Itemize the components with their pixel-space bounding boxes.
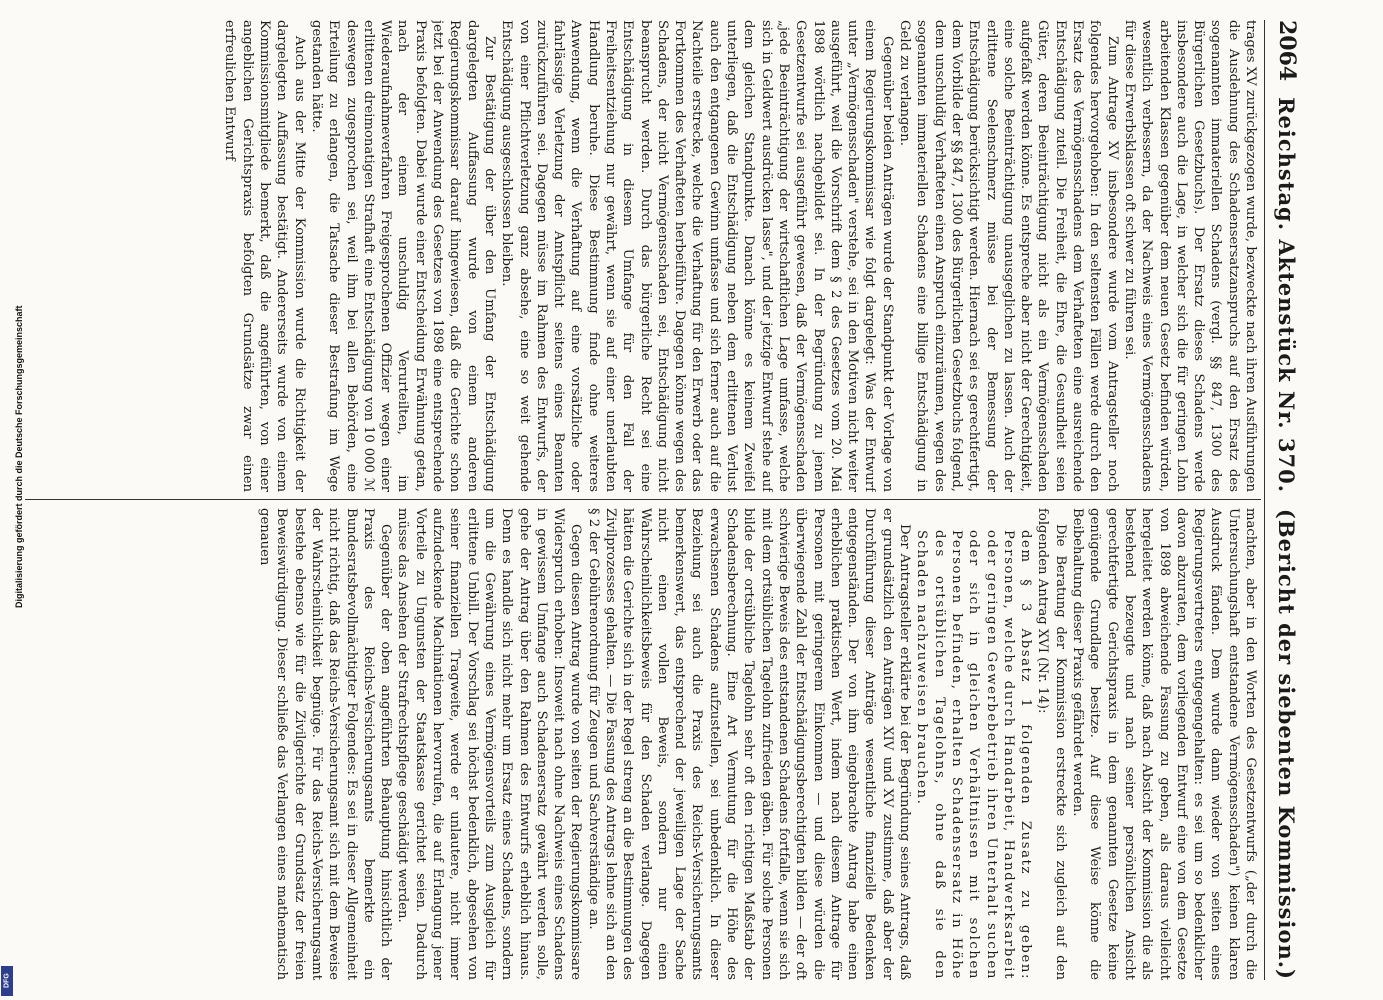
right-column	[29, 508, 1259, 980]
paragraph: Gegenüber der oben angeführten Behauptung hinsichtlich der Praxis des Reichs-Versicherungsamts bemerkte ein Bundesratsbevollmächtigter Folgendes: Es sei in dieser Allgemeinheit nicht richtig, daß das Reichs-Versicherungsamt sich mit dem Beweise der Wahrscheinlichkeit begnüge. Für das Reichs-Versicherungsamt bestehe ebenso wie für die Zivilgerichte der Grundsatz der freien Beweiswürdigung. Dieser schließe das Verlangen eines mathematisch genauen	[257, 508, 394, 980]
page-header	[1269, 20, 1305, 980]
header-rule	[1264, 20, 1265, 980]
paragraph: Der Antragsteller erklärte bei der Begründung seines Antrags, daß er grundsätzlich den Anträgen XIV und XV zustimme, daß aber der Durchführung dieser Anträge wesentliche finanzielle Bedenken entgegenständen. Der von ihm eingebrachte Antrag habe einen erheblichen praktischen Wert, indem nach diesem Antrage für Personen mit geringerem Einkommen — und diese würden die überwiegende Zahl der Entschädigungsberechtigten bilden — der oft schwierige Beweis des entstandenen Schadens fortfalle, wenn sie sich mit dem ortsüblichen Tagelohn zufrieden gäben. Für solche Personen bilde der ortsübliche Tagelohn sehr oft den richtigen Maßstab der Schadensberechnung. Eine Art Vermutung für die Höhe des erwachsenen Schadens aufzustellen, sei unbedenklich. In dieser Beziehung sei auch die Praxis des Reichs-Versicherungsamts bemerkenswert, das entsprechend der jeweiligen Lage der Sache nicht einen vollen Beweis, sondern nur einen Wahrscheinlichkeitsbeweis für den Schaden verlange. Dagegen hätten die Gerichte sich in der Regel streng an die Bestimmungen des Zivilprozesses gehalten. — Die Fassung des Antrags lehne sich an den § 2 der Gebührenordnung für Zeugen und Sachverständige an.	[585, 508, 913, 980]
page-title: Reichstag. Aktenstück Nr. 370.	[1274, 97, 1300, 494]
paragraph: Zum Antrage XV insbesondere wurde vom Antragsteller noch folgendes hervorgehoben: In den seltensten Fällen werde durch den Ersatz des Vermögensschadens dem Verhafteten eine ausreichende Entschädigung zuteil. Die Freiheit, die Ehre, die Gesundheit seien Güter, deren Beeinträchtigung nicht als ein Vermögensschaden aufgefaßt werden könne. Es entspreche aber nicht der Gerechtigkeit, eine solche Beeinträchtigung unausgeglichen zu lassen. Auch der erlittene Seelenschmerz müsse bei der Bemessung der Entschädigung berücksichtigt werden. Hiernach sei es gerechtfertigt, dem Vorbilde der §§ 847, 1300 des Bürgerlichen Gesetzbuchs folgend, dem unschuldig Verhafteten einen Anspruch einzuräumen, wegen des sogenannten immateriellen Schadens eine billige Entschädigung in Geld zu verlangen.	[897, 20, 1120, 492]
digitization-note: Digitalisierung gefördert durch die Deutsche Forschungsgemeinschaft	[14, 305, 24, 608]
rotated-page-content	[15, 20, 1305, 980]
page-subtitle: (Bericht der siebenten Kommission.)	[1274, 508, 1300, 980]
left-column	[29, 20, 1259, 492]
paragraph: Die Beratung der Kommission erstreckte sich zugleich auf den folgenden Antrag XVI (Nr. 14):	[1035, 508, 1068, 980]
paragraph: Auch aus der Mitte der Kommission wurde die Richtigkeit der dargelegten Auffassung bestätigt. Andererseits wurde von einem Kommissionsmitgliede bemerkt, daß die angeführten, von einer angeblichen Gerichtspraxis befolgten Grundsätze zwar einen erfreulichen Entwurf	[222, 20, 307, 492]
paragraph: Gegenüber beiden Anträgen wurde der Standpunkt der Vorlage von einem Regierungskommissar wie folgt dargelegt: Was der Entwurf unter „Vermögensschaden" verstehe, sei in den Motiven nicht weiter ausgeführt, weil die Vorschrift dem § 2 des Gesetzes vom 20. Mai 1898 wörtlich nachgebildet sei. In der Begründung zu jenem Gesetzentwurfe sei ausgeführt gewesen, daß der Vermögensschaden „jede Beeinträchtigung der wirtschaftlichen Lage umfasse, welche sich in Geldwert ausdrücken lasse", und der jetzige Entwurf stehe auf dem gleichen Standpunkte. Danach könne es keinem Zweifel unterliegen, daß die Entschädigung neben dem erlittenen Verlust auch den entgangenen Gewinn umfasse und sich ferner auch auf die Nachteile erstrecke, welche die Verhaftung für den Erwerb oder das Fortkommen des Verhafteten herbeiführe. Dagegen könne wegen des Schadens, der nicht Vermögensschaden sei, Entschädigung nicht beansprucht werden. Durch das bürgerliche Recht sei eine Entschädigung in diesem Umfange für den Fall der Freiheitsentziehung nur gewährt, wenn sie auf einer unerlaubten Handlung beruhe. Diese Bestimmung finde ohne weiteres Anwendung, wenn die Verhaftung auf eine vorsätzliche oder fahrlässige Verletzung der Amtspflicht seitens eines Beamten zurückzuführen sei. Dagegen müsse im Rahmen des Entwurfs, der von einer Pflichtverletzung ganz absehe, eine so weit gehende Entschädigung ausgeschlossen bleiben.	[499, 20, 895, 492]
paragraph: Zur Bestätigung der über den Umfang der Entschädigung dargelegten Auffassung wurde von einem anderen Regierungskommissar darauf hingewiesen, daß die Gerichte schon jetzt bei der Anwendung des Gesetzes von 1898 eine entsprechende Praxis befolgten. Dabei wurde einer Entscheidung Erwähnung getan, nach der einem unschuldig Verurteilten, im Wiederaufnahmeverfahren Freigesprochenen Offizier wegen einer erlittenen dreimonatigen Strafhaft eine Entschädigung von 10 000 ℳ deswegen zugesprochen sei, weil ihm bei allen Behörden, eine Erteilung zu erlangen, die Tatsache dieser Bestrafung im Wege gestanden hätte.	[308, 20, 497, 492]
paragraph: trages XV zurückgezogen wurde, bezweckte nach ihren Ausführungen die Ausdehnung des Schadensersatzanspruchs auf den Ersatz des sogenannten immateriellen Schadens (vergl. §§ 847, 1300 des Bürgerlichen Gesetzbuchs). Der Ersatz dieses Schadens werde insbesondere auch die Lage, in welcher sich die für geringen Lohn arbeitenden Klassen gegenüber dem neuen Gesetz befinden würden, wesentlich verbessern, da der Nachweis eines Vermögensschadens für diese Erwerbsklassen oft schwer zu führen sei.	[1121, 20, 1258, 492]
dfg-logo: DFG	[1, 966, 13, 996]
paragraph: Gegen diesen Antrag wurde von seiten der Regierungskommissare Widerspruch erhoben: Insoweit nach ohne Nachweis eines Schadens in gewissem Umfange auch Schadensersatz gewährt werden solle, gehe der Antrag über den Rahmen des Entwurfs erheblich hinaus. Denn es handle sich nicht mehr um Ersatz eines Schadens, sondern um die Gewährung eines Vermögensvorteils zum Ausgleich für erlittene Unbill. Der Vorschlag sei höchst bedenklich, abgesehen von seiner finanziellen Tragweite, werde er unlautere, nicht immer aufzudeckende Machinationen hervorrufen, die auf Erlangung jener Vorteile zu Ungunsten der Staatskasse gerichtet seien. Dadurch müsse das Ansehen der Strafrechtspflege geschädigt werden.	[395, 508, 584, 980]
sidebar	[0, 0, 24, 1000]
page-number: 2064	[1274, 20, 1300, 82]
column-divider	[25, 499, 1261, 500]
paragraph: machten, aber in den Worten des Gesetzentwurfs („der durch die Untersuchungshaft entstandene Vermögensschaden") keinen klaren Ausdruck fänden. Dem wurde dann wieder von seiten eines Regierungsvertreters entgegengehalten: es sei um so bedenklicher davon abzuraten, dem vorliegenden Entwurf eine von dem Gesetze von 1898 abweichende Fassung zu geben, als daraus vielleicht hergeleitet werden könne, daß nach Absicht der Kommission die als bestehend bezeugte und nach seiner persönlichen Ansicht gerechtfertigte Gerichtspraxis in dem genannten Gesetze keine genügende Grundlage besitze. Auf diese Weise könne die Beibehaltung dieser Praxis gefährdet werden.	[1070, 508, 1258, 980]
quoted-motion: dem § 3 Absatz 1 folgenden Zusatz zu geben: Personen, welche durch Handarbeit, Handwerksarbeit oder geringen Gewerbebetrieb ihren Unterhalt suchen oder sich in gleichen Verhältnissen mit solchen Personen befinden, erhalten Schadensersatz in Höhe des ortsüblichen Tagelohns, ohne daß sie den Schaden nachzuweisen brauchen.	[914, 530, 1034, 980]
